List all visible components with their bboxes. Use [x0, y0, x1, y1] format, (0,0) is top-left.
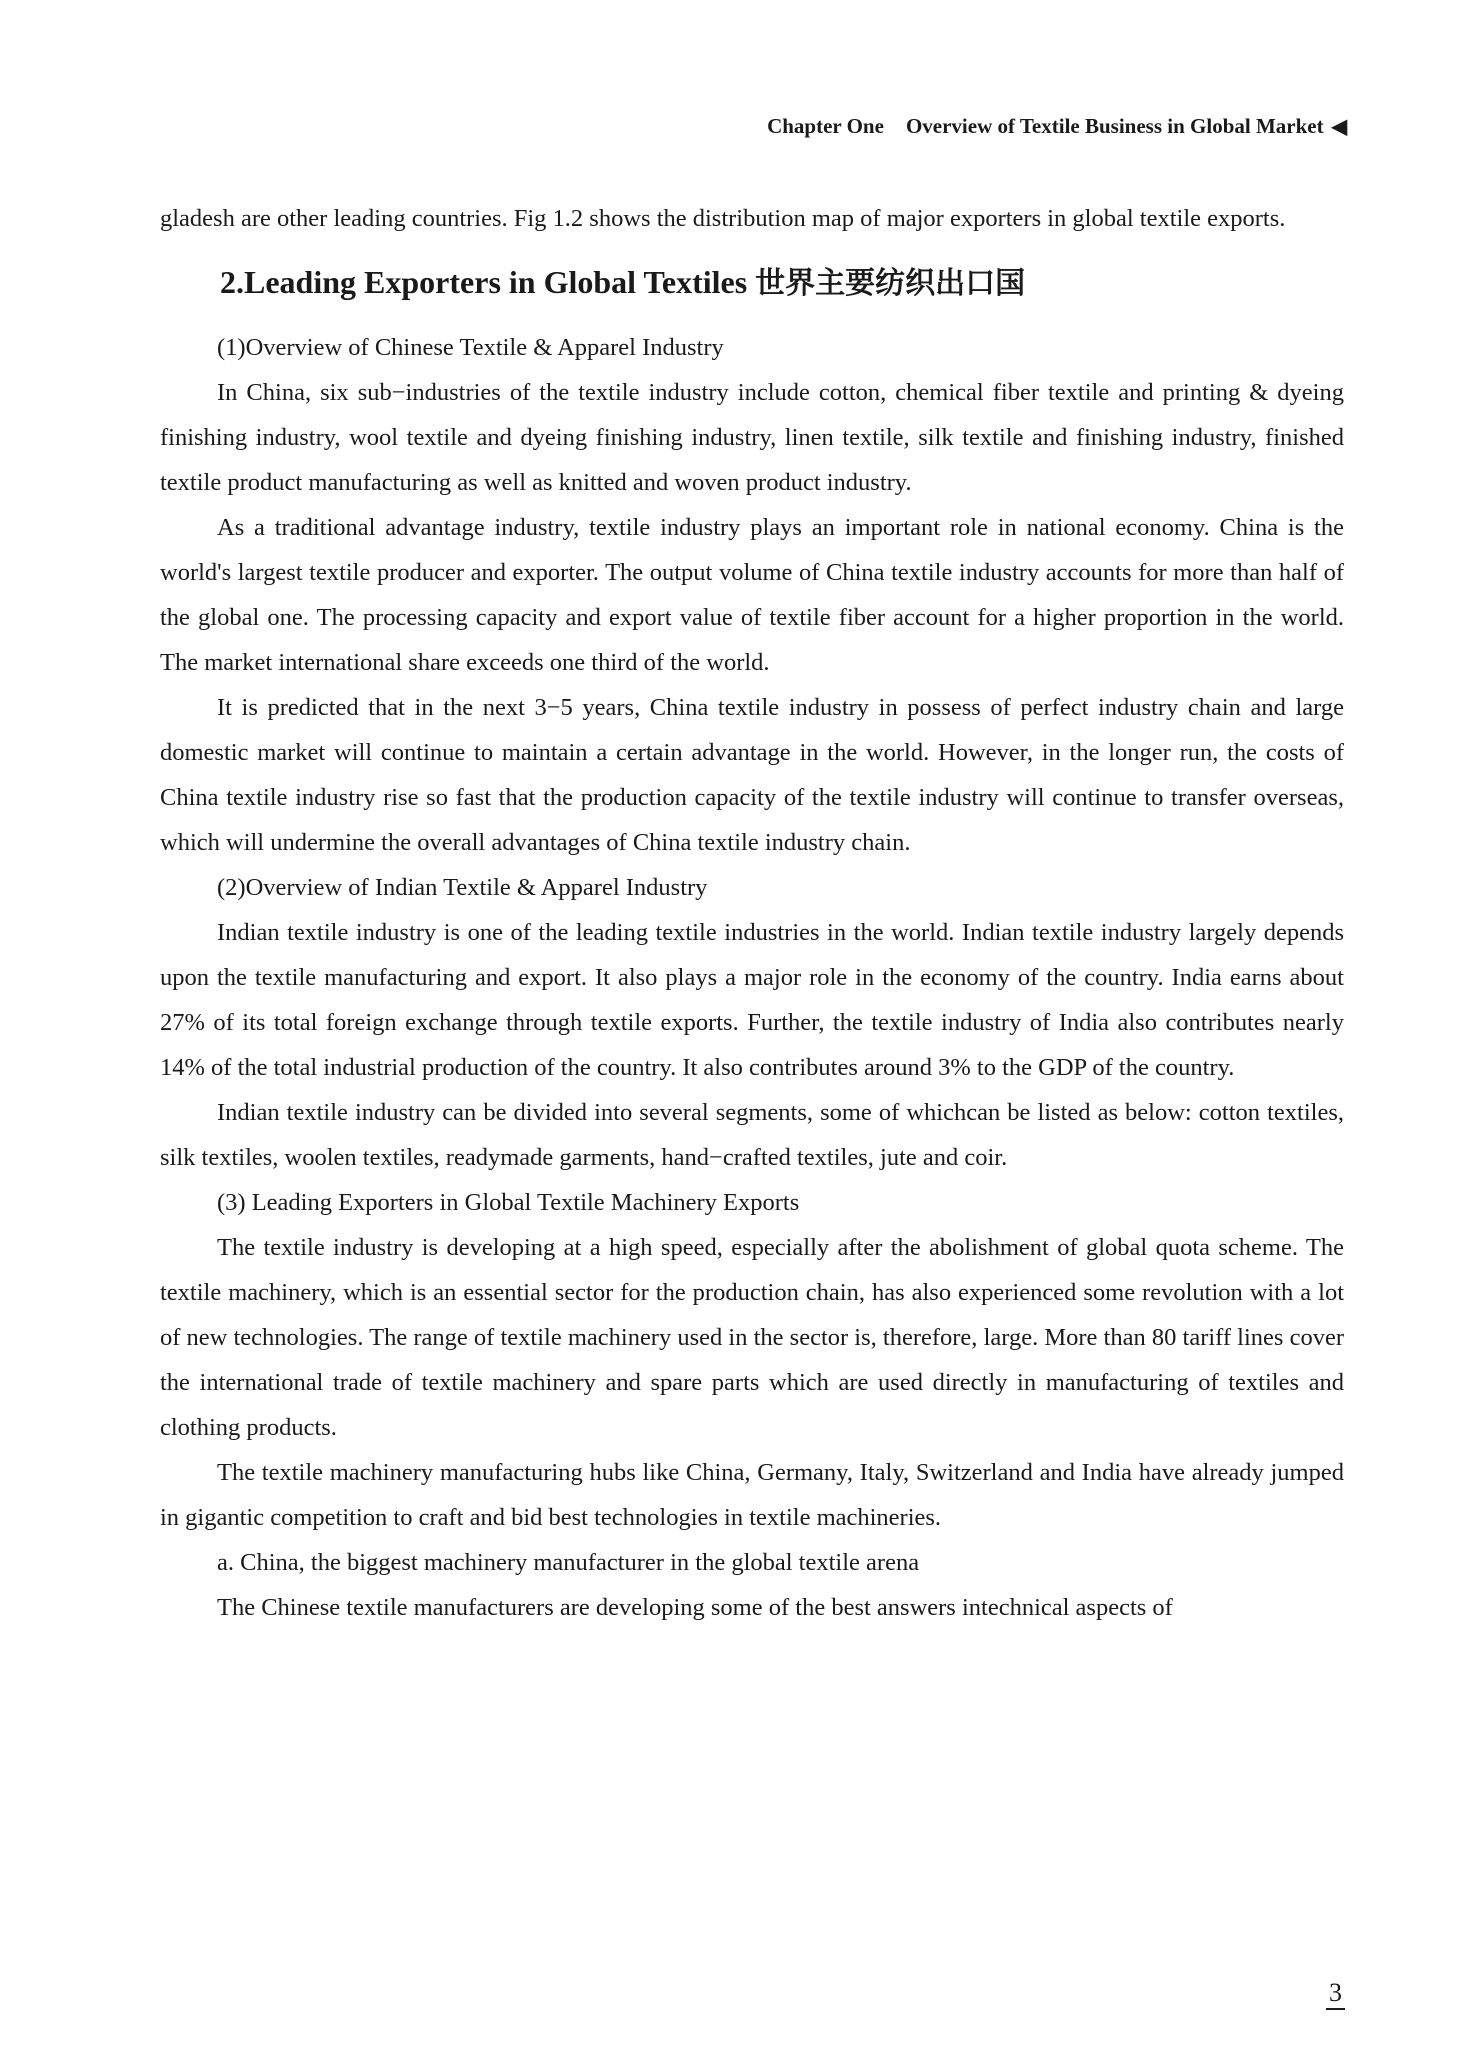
- subheading-china-machinery: a. China, the biggest machinery manufacturer in the global textile arena: [217, 1549, 920, 1576]
- page-body: [160, 196, 1344, 1630]
- chapter-label: Chapter One: [767, 114, 884, 138]
- section-heading-en: 2.Leading Exporters in Global Textiles: [220, 264, 748, 300]
- running-header: [767, 114, 1347, 139]
- paragraph-chinese-manufacturers: The Chinese textile manufacturers are developing some of the best answers intechnical aspects of: [217, 1594, 1173, 1621]
- section-heading-zh: 世界主要纺织出口国: [755, 266, 1026, 301]
- page-number: 3: [1326, 1978, 1345, 2010]
- subheading-machinery-exports: (3) Leading Exporters in Global Textile Machinery Exports: [217, 1189, 800, 1216]
- subheading-indian-industry: (2)Overview of Indian Textile & Apparel Industry: [217, 874, 708, 901]
- chapter-title: Overview of Textile Business in Global Market: [905, 114, 1324, 138]
- section-heading: [220, 258, 1344, 308]
- paragraph-machinery-hubs: The textile machinery manufacturing hubs like China, Germany, Italy, Switzerland and India have already jumped in gigantic competition to craft and bid best technologies in textile machineries.: [160, 1459, 1344, 1531]
- subheading-chinese-industry: (1)Overview of Chinese Textile & Apparel Industry: [217, 334, 724, 361]
- paragraph-china-subindustries: In China, six sub−industries of the textile industry include cotton, chemical fiber textile and printing & dyeing finishing industry, wool textile and dyeing finishing industry, linen textile, silk textile and finishing industry, finished textile product manufacturing as well as knitted and woven product industry.: [160, 379, 1344, 496]
- paragraph-machinery-development: The textile industry is developing at a high speed, especially after the abolishment of global quota scheme. The textile machinery, which is an essential sector for the production chain, has also experienced some revolution with a lot of new technologies. The range of textile machinery used in the sector is, therefore, large. More than 80 tariff lines cover the international trade of textile machinery and spare parts which are used directly in manufacturing of textiles and clothing products.: [160, 1234, 1344, 1441]
- paragraph-china-advantage: As a traditional advantage industry, textile industry plays an important role in national economy. China is the world's largest textile producer and exporter. The output volume of China textile industry accounts for more than half of the global one. The processing capacity and export value of textile fiber account for a higher proportion in the world. The market international share exceeds one third of the world.: [160, 514, 1344, 676]
- triangle-marker-icon: ◀: [1331, 116, 1347, 138]
- intro-paragraph: gladesh are other leading countries. Fig 1.2 shows the distribution map of major exporters in global textile exports.: [160, 205, 1286, 232]
- paragraph-india-overview: Indian textile industry is one of the leading textile industries in the world. Indian textile industry largely depends upon the textile manufacturing and export. It also plays a major role in the economy of the country. India earns about 27% of its total foreign exchange through textile exports. Further, the textile industry of India also contributes nearly 14% of the total industrial production of the country. It also contributes around 3% to the GDP of the country.: [160, 919, 1344, 1081]
- paragraph-china-prediction: It is predicted that in the next 3−5 years, China textile industry in possess of perfect industry chain and large domestic market will continue to maintain a certain advantage in the world. However, in the longer run, the costs of China textile industry rise so fast that the production capacity of the textile industry will continue to transfer overseas, which will undermine the overall advantages of China textile industry chain.: [160, 694, 1344, 856]
- paragraph-india-segments: Indian textile industry can be divided into several segments, some of whichcan be listed as below: cotton textiles, silk textiles, woolen textiles, readymade garments, hand−crafted textiles, jute and coir.: [160, 1099, 1344, 1171]
